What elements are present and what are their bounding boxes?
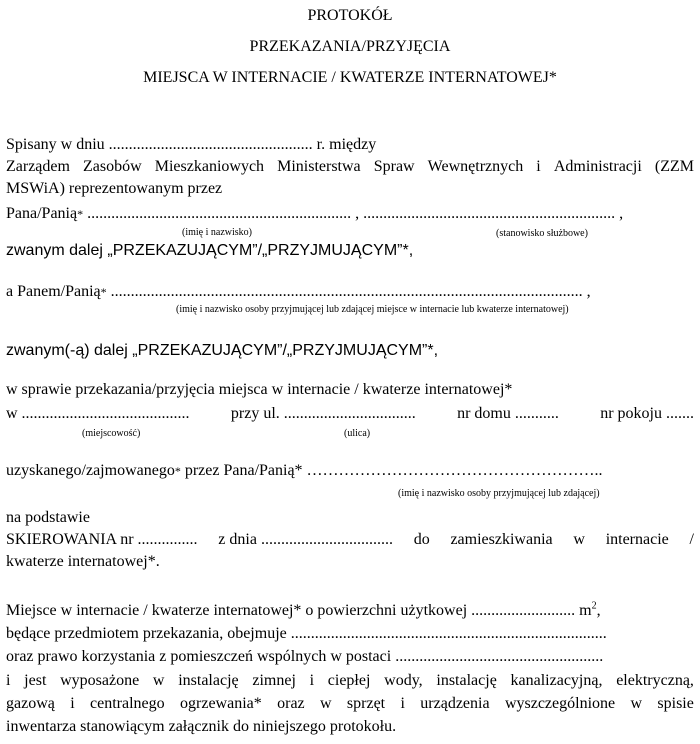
line-bedace: będące przedmiotem przekazania, obejmuje ............................................................................... xyxy=(6,625,607,642)
line-kwaterze: kwaterze internatowej*. xyxy=(6,553,160,570)
title-przekazania: PRZEKAZANIA/PRZYJĘCIA xyxy=(249,38,451,55)
line-gazowa: gazową i centralnego ogrzewania* oraz w sprzęt i urządzenia wyszczególnione w spisie xyxy=(6,695,694,712)
line-uzyskanego: uzyskanego/zajmowanego* przez Pana/Panią* ……………………………………………….. xyxy=(6,462,603,479)
line-mswia: MSWiA) reprezentowanym przez xyxy=(6,180,223,197)
line-pana-pania: Pana/Panią* .................................................................. , ............................................................... , xyxy=(6,205,624,222)
line-oraz-prawo: oraz prawo korzystania z pomieszczeń wspólnych w postaci .................................................... xyxy=(6,648,604,665)
line-zarzadem: Zarządem Zasobów Mieszkaniowych Ministerstwa Spraw Wewnętrznych i Administracji (ZZM xyxy=(6,158,694,175)
line-na-podstawie: na podstawie xyxy=(6,509,90,526)
caption-imie-nazwisko: (imię i nazwisko) xyxy=(182,227,252,238)
caption-miejscowosc: (miejscowość) xyxy=(82,428,141,439)
line-miejsce: Miejsce w internacie / kwaterze internatowej* o powierzchni użytkowej .......................... $m^2$, xyxy=(6,600,601,619)
line-miejscowosc: w .......................................... przy ul. ................................. nr domu ........... nr pokoju ....... xyxy=(6,405,694,422)
title-miejsca: MIEJSCA W INTERNACIE / KWATERZE INTERNATOWEJ* xyxy=(143,69,557,86)
line-zwanym-dalej-2: zwanym(-ą) dalej „PRZEKAZUJĄCYM”/„PRZYJMUJĄCYM”*, xyxy=(6,342,439,359)
caption-osoba-przyjmujaca: (imię i nazwisko osoby przyjmującej lub zdającej miejsce w internacie lub kwaterze internatowej) xyxy=(176,304,569,315)
caption-stanowisko: (stanowisko służbowe) xyxy=(496,228,588,239)
line-w-sprawie: w sprawie przekazania/przyjęcia miejsca w internacie / kwaterze internatowej* xyxy=(6,381,513,398)
caption-ulica: (ulica) xyxy=(344,428,371,439)
line-zwanym-dalej-1: zwanym dalej „PRZEKAZUJĄCYM”/„PRZYJMUJĄCYM”*, xyxy=(6,242,414,259)
line-skierowania: SKIEROWANIA nr ............... z dnia ................................. do zamieszkiwania w internacie / xyxy=(6,531,694,548)
line-spisany: Spisany w dniu ................................................... r. między xyxy=(6,136,377,153)
caption-osoba-zdajaca: (imię i nazwisko osoby przyjmującej lub zdającej) xyxy=(398,488,600,499)
line-inwentarza: inwentarza stanowiącym załącznik do niniejszego protokołu. xyxy=(6,718,397,735)
title-protokol: PROTOKÓŁ xyxy=(307,7,393,24)
line-wyposazone: i jest wyposażone w instalację zimnej i ciepłej wody, instalację kanalizacyjną, elektryczną, xyxy=(6,672,694,689)
line-panem-pania: a Panem/Panią* ...................................................................................................................... , xyxy=(6,283,591,300)
